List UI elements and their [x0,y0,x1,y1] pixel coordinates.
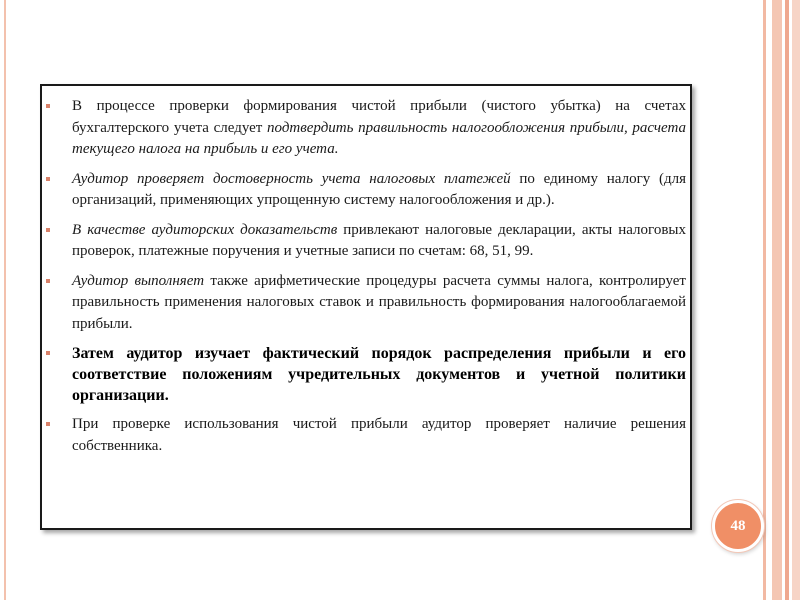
bullet-text: привлекают налоговые декларации, акты налоговых проверок, платежные поручения и учетные записи по счетам: 68, 51, 99. [72,221,686,259]
bullet-text-italic: подтвердить правильность налогообложения прибыли, расчета текущего налога на прибыль и его учета. [72,119,687,157]
bullet-item-6 [72,414,686,457]
bullet-list [72,96,686,465]
content-box [40,84,692,530]
stripe [792,0,800,600]
bullet-item-1 [72,96,686,161]
bullet-text-bold: Затем аудитор изучает фактический порядок распределения прибыли и его соответствие положениям учредительных документов и учетной политики организации. [72,345,686,404]
bullet-item-3 [72,220,686,263]
bullet-text-italic: Аудитор проверяет достоверность учета налоговых платежей [72,170,511,187]
left-border-line [4,0,6,600]
bullet-item-5 [72,343,686,406]
stripe [772,0,782,600]
bullet-text: В процессе проверки формирования чистой прибыли (чистого убытка) на счетах бухгалтерского учета следует [72,98,686,136]
bullet-text: также арифметические процедуры расчета суммы налога, контролирует правильность применения налоговых ставок и правильность формирования налогооблагаемой прибыли. [72,272,686,332]
page-number: 48 [730,517,746,534]
bullet-item-2 [72,169,686,212]
page-number-badge [712,500,764,552]
bullet-text: по единому налогу (для организаций, применяющих упрощенную систему налогообложения и др.). [72,170,686,208]
bullet-text-italic: В качестве аудиторских доказательств [72,221,338,238]
bullet-text: При проверке использования чистой прибыли аудитор проверяет наличие решения собственника. [72,416,686,454]
bullet-text-italic: Аудитор выполняет [72,272,205,289]
bullet-item-4 [72,271,686,336]
decorative-stripes [763,0,800,600]
